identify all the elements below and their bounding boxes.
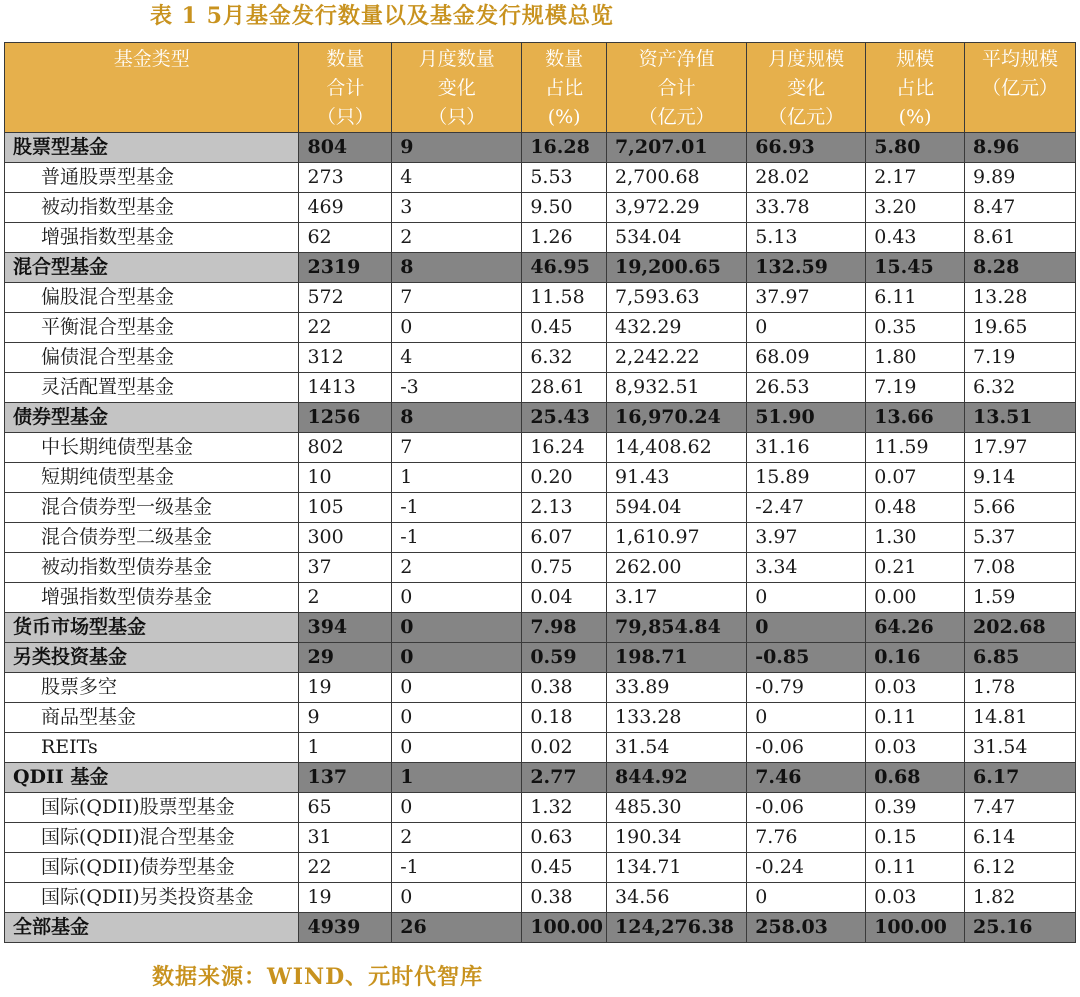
value-cell: 91.43 bbox=[607, 463, 747, 493]
column-header-line: （亿元） bbox=[768, 106, 845, 128]
category-row bbox=[5, 643, 1076, 673]
value-cell: 0 bbox=[392, 583, 522, 613]
column-header bbox=[965, 43, 1076, 133]
fund-type-cell: 国际(QDII)另类投资基金 bbox=[5, 883, 299, 913]
column-header-line: 数量 bbox=[545, 48, 584, 70]
fund-type-cell: 货币市场型基金 bbox=[5, 613, 299, 643]
fund-type-cell: 混合型基金 bbox=[5, 253, 299, 283]
value-cell: 1.32 bbox=[522, 793, 607, 823]
value-cell: 7.98 bbox=[522, 613, 607, 643]
value-cell: 19.65 bbox=[965, 313, 1076, 343]
value-cell: 3.34 bbox=[747, 553, 866, 583]
table-row bbox=[5, 553, 1076, 583]
value-cell: 100.00 bbox=[522, 913, 607, 943]
value-cell: 1.30 bbox=[866, 523, 965, 553]
value-cell: 6.12 bbox=[965, 853, 1076, 883]
value-cell: -1 bbox=[392, 523, 522, 553]
value-cell: 0 bbox=[392, 313, 522, 343]
table-row bbox=[5, 583, 1076, 613]
category-row bbox=[5, 403, 1076, 433]
value-cell: 9 bbox=[392, 133, 522, 163]
table-row bbox=[5, 163, 1076, 193]
value-cell: 0.04 bbox=[522, 583, 607, 613]
value-cell: 8 bbox=[392, 253, 522, 283]
value-cell: 6.32 bbox=[522, 343, 607, 373]
column-header-line: 占比 bbox=[896, 77, 935, 99]
table-header-row bbox=[5, 43, 1076, 133]
value-cell: 7,593.63 bbox=[607, 283, 747, 313]
value-cell: 1.82 bbox=[965, 883, 1076, 913]
value-cell: 0.38 bbox=[522, 673, 607, 703]
value-cell: 0.59 bbox=[522, 643, 607, 673]
value-cell: 4939 bbox=[299, 913, 392, 943]
table-body bbox=[5, 133, 1076, 943]
value-cell: 534.04 bbox=[607, 223, 747, 253]
value-cell: 68.09 bbox=[747, 343, 866, 373]
column-header bbox=[522, 43, 607, 133]
column-header-line: 变化 bbox=[437, 77, 476, 99]
fund-type-cell: 国际(QDII)股票型基金 bbox=[5, 793, 299, 823]
value-cell: 0.03 bbox=[866, 883, 965, 913]
value-cell: 2319 bbox=[299, 253, 392, 283]
value-cell: 46.95 bbox=[522, 253, 607, 283]
value-cell: 2.17 bbox=[866, 163, 965, 193]
value-cell: 132.59 bbox=[747, 253, 866, 283]
value-cell: 594.04 bbox=[607, 493, 747, 523]
table-title: 表 1 5月基金发行数量以及基金发行规模总览 bbox=[150, 3, 614, 29]
value-cell: 65 bbox=[299, 793, 392, 823]
value-cell: 1,610.97 bbox=[607, 523, 747, 553]
column-header-line: 月度数量 bbox=[418, 48, 495, 70]
value-cell: 1.80 bbox=[866, 343, 965, 373]
table-row bbox=[5, 823, 1076, 853]
value-cell: 5.80 bbox=[866, 133, 965, 163]
column-header-line: （亿元） bbox=[638, 106, 715, 128]
value-cell: -2.47 bbox=[747, 493, 866, 523]
value-cell: 134.71 bbox=[607, 853, 747, 883]
value-cell: 0.11 bbox=[866, 853, 965, 883]
value-cell: 0 bbox=[392, 793, 522, 823]
value-cell: 0.39 bbox=[866, 793, 965, 823]
value-cell: 0 bbox=[747, 313, 866, 343]
value-cell: 6.85 bbox=[965, 643, 1076, 673]
table-row bbox=[5, 793, 1076, 823]
value-cell: 7.76 bbox=[747, 823, 866, 853]
column-header-line: (%) bbox=[547, 106, 581, 128]
table-row bbox=[5, 883, 1076, 913]
fund-type-cell: 国际(QDII)混合型基金 bbox=[5, 823, 299, 853]
fund-type-cell: 增强指数型基金 bbox=[5, 223, 299, 253]
value-cell: 8.47 bbox=[965, 193, 1076, 223]
value-cell: 19,200.65 bbox=[607, 253, 747, 283]
value-cell: -0.79 bbox=[747, 673, 866, 703]
fund-type-cell: 被动指数型债券基金 bbox=[5, 553, 299, 583]
category-row bbox=[5, 763, 1076, 793]
value-cell: 22 bbox=[299, 313, 392, 343]
value-cell: 7 bbox=[392, 283, 522, 313]
value-cell: 0.63 bbox=[522, 823, 607, 853]
value-cell: 3.17 bbox=[607, 583, 747, 613]
table-row bbox=[5, 673, 1076, 703]
column-header-line: (%) bbox=[898, 106, 932, 128]
value-cell: 6.17 bbox=[965, 763, 1076, 793]
column-header-line: （只） bbox=[428, 106, 486, 128]
value-cell: 34.56 bbox=[607, 883, 747, 913]
value-cell: 0.20 bbox=[522, 463, 607, 493]
value-cell: 8.61 bbox=[965, 223, 1076, 253]
fund-type-cell: 偏债混合型基金 bbox=[5, 343, 299, 373]
fund-type-cell: 灵活配置型基金 bbox=[5, 373, 299, 403]
value-cell: 31.16 bbox=[747, 433, 866, 463]
column-header bbox=[5, 43, 299, 133]
value-cell: 312 bbox=[299, 343, 392, 373]
value-cell: 19 bbox=[299, 883, 392, 913]
fund-type-cell: 混合债券型二级基金 bbox=[5, 523, 299, 553]
value-cell: 0 bbox=[392, 703, 522, 733]
value-cell: 1 bbox=[392, 463, 522, 493]
column-header bbox=[299, 43, 392, 133]
column-header bbox=[607, 43, 747, 133]
value-cell: 4 bbox=[392, 343, 522, 373]
value-cell: 25.16 bbox=[965, 913, 1076, 943]
value-cell: 2 bbox=[392, 553, 522, 583]
value-cell: 11.59 bbox=[866, 433, 965, 463]
value-cell: 16.28 bbox=[522, 133, 607, 163]
value-cell: -3 bbox=[392, 373, 522, 403]
table-row bbox=[5, 703, 1076, 733]
value-cell: 432.29 bbox=[607, 313, 747, 343]
value-cell: 0.75 bbox=[522, 553, 607, 583]
fund-type-cell: 商品型基金 bbox=[5, 703, 299, 733]
column-header-line: 资产净值 bbox=[638, 48, 715, 70]
value-cell: 133.28 bbox=[607, 703, 747, 733]
column-header-line: 月度规模 bbox=[768, 48, 845, 70]
value-cell: 0.35 bbox=[866, 313, 965, 343]
value-cell: 7,207.01 bbox=[607, 133, 747, 163]
fund-type-cell: REITs bbox=[5, 733, 299, 763]
value-cell: 0.45 bbox=[522, 853, 607, 883]
value-cell: 11.58 bbox=[522, 283, 607, 313]
value-cell: 79,854.84 bbox=[607, 613, 747, 643]
value-cell: 262.00 bbox=[607, 553, 747, 583]
column-header-line: 变化 bbox=[787, 77, 826, 99]
value-cell: 394 bbox=[299, 613, 392, 643]
fund-type-cell: 短期纯债型基金 bbox=[5, 463, 299, 493]
value-cell: 33.78 bbox=[747, 193, 866, 223]
value-cell: 5.66 bbox=[965, 493, 1076, 523]
value-cell: 844.92 bbox=[607, 763, 747, 793]
value-cell: 66.93 bbox=[747, 133, 866, 163]
fund-type-cell: 混合债券型一级基金 bbox=[5, 493, 299, 523]
value-cell: 1.26 bbox=[522, 223, 607, 253]
value-cell: 0.18 bbox=[522, 703, 607, 733]
value-cell: 37 bbox=[299, 553, 392, 583]
value-cell: -1 bbox=[392, 493, 522, 523]
fund-type-cell: QDII 基金 bbox=[5, 763, 299, 793]
value-cell: 17.97 bbox=[965, 433, 1076, 463]
value-cell: 8.28 bbox=[965, 253, 1076, 283]
value-cell: -1 bbox=[392, 853, 522, 883]
fund-issuance-table bbox=[4, 42, 1076, 943]
column-header-line: 基金类型 bbox=[113, 48, 190, 70]
table-row bbox=[5, 493, 1076, 523]
value-cell: 0.02 bbox=[522, 733, 607, 763]
value-cell: 0 bbox=[392, 673, 522, 703]
value-cell: 7 bbox=[392, 433, 522, 463]
value-cell: 7.19 bbox=[965, 343, 1076, 373]
value-cell: 1256 bbox=[299, 403, 392, 433]
fund-type-cell: 债券型基金 bbox=[5, 403, 299, 433]
value-cell: 29 bbox=[299, 643, 392, 673]
value-cell: 62 bbox=[299, 223, 392, 253]
column-header-line: 平均规模 bbox=[982, 48, 1059, 70]
value-cell: 31.54 bbox=[607, 733, 747, 763]
table-row bbox=[5, 193, 1076, 223]
column-header-line: 规模 bbox=[896, 48, 935, 70]
value-cell: 0 bbox=[747, 613, 866, 643]
value-cell: 1 bbox=[392, 763, 522, 793]
value-cell: 804 bbox=[299, 133, 392, 163]
table-row bbox=[5, 343, 1076, 373]
value-cell: 2 bbox=[392, 823, 522, 853]
value-cell: 22 bbox=[299, 853, 392, 883]
value-cell: 15.89 bbox=[747, 463, 866, 493]
value-cell: 485.30 bbox=[607, 793, 747, 823]
table-row bbox=[5, 853, 1076, 883]
value-cell: 25.43 bbox=[522, 403, 607, 433]
value-cell: 9.89 bbox=[965, 163, 1076, 193]
value-cell: 7.19 bbox=[866, 373, 965, 403]
value-cell: 2 bbox=[392, 223, 522, 253]
value-cell: 0 bbox=[747, 883, 866, 913]
value-cell: 0.11 bbox=[866, 703, 965, 733]
value-cell: 31.54 bbox=[965, 733, 1076, 763]
value-cell: 137 bbox=[299, 763, 392, 793]
value-cell: -0.06 bbox=[747, 733, 866, 763]
fund-type-cell: 国际(QDII)债券型基金 bbox=[5, 853, 299, 883]
value-cell: 0 bbox=[392, 643, 522, 673]
value-cell: 6.14 bbox=[965, 823, 1076, 853]
column-header bbox=[392, 43, 522, 133]
column-header-line: （只） bbox=[316, 106, 374, 128]
value-cell: -0.06 bbox=[747, 793, 866, 823]
value-cell: 0.43 bbox=[866, 223, 965, 253]
table-row bbox=[5, 223, 1076, 253]
value-cell: 100.00 bbox=[866, 913, 965, 943]
value-cell: 0.00 bbox=[866, 583, 965, 613]
value-cell: 7.46 bbox=[747, 763, 866, 793]
value-cell: 13.51 bbox=[965, 403, 1076, 433]
value-cell: 4 bbox=[392, 163, 522, 193]
value-cell: 3,972.29 bbox=[607, 193, 747, 223]
fund-type-cell: 增强指数型债券基金 bbox=[5, 583, 299, 613]
fund-type-cell: 偏股混合型基金 bbox=[5, 283, 299, 313]
fund-type-cell: 平衡混合型基金 bbox=[5, 313, 299, 343]
value-cell: 3.97 bbox=[747, 523, 866, 553]
value-cell: 0.68 bbox=[866, 763, 965, 793]
table-row bbox=[5, 463, 1076, 493]
value-cell: 2,242.22 bbox=[607, 343, 747, 373]
value-cell: 31 bbox=[299, 823, 392, 853]
value-cell: -0.85 bbox=[747, 643, 866, 673]
value-cell: 6.11 bbox=[866, 283, 965, 313]
column-header-line: （亿元） bbox=[982, 77, 1059, 99]
value-cell: 258.03 bbox=[747, 913, 866, 943]
value-cell: -0.24 bbox=[747, 853, 866, 883]
value-cell: 2 bbox=[299, 583, 392, 613]
fund-type-cell: 股票型基金 bbox=[5, 133, 299, 163]
value-cell: 33.89 bbox=[607, 673, 747, 703]
value-cell: 7.08 bbox=[965, 553, 1076, 583]
category-row bbox=[5, 613, 1076, 643]
fund-type-cell: 全部基金 bbox=[5, 913, 299, 943]
value-cell: 37.97 bbox=[747, 283, 866, 313]
value-cell: 8 bbox=[392, 403, 522, 433]
column-header-line: 数量 bbox=[326, 48, 365, 70]
value-cell: 28.02 bbox=[747, 163, 866, 193]
column-header-line: 合计 bbox=[657, 77, 696, 99]
value-cell: 28.61 bbox=[522, 373, 607, 403]
value-cell: 16,970.24 bbox=[607, 403, 747, 433]
value-cell: 0.07 bbox=[866, 463, 965, 493]
value-cell: 0 bbox=[747, 703, 866, 733]
value-cell: 0.03 bbox=[866, 673, 965, 703]
value-cell: 198.71 bbox=[607, 643, 747, 673]
value-cell: 190.34 bbox=[607, 823, 747, 853]
value-cell: 1 bbox=[299, 733, 392, 763]
fund-type-cell: 普通股票型基金 bbox=[5, 163, 299, 193]
table-row bbox=[5, 433, 1076, 463]
value-cell: 0.15 bbox=[866, 823, 965, 853]
value-cell: 10 bbox=[299, 463, 392, 493]
table-row bbox=[5, 523, 1076, 553]
value-cell: 124,276.38 bbox=[607, 913, 747, 943]
value-cell: 9.50 bbox=[522, 193, 607, 223]
value-cell: 0.45 bbox=[522, 313, 607, 343]
table-row bbox=[5, 283, 1076, 313]
value-cell: 14,408.62 bbox=[607, 433, 747, 463]
value-cell: 19 bbox=[299, 673, 392, 703]
value-cell: 64.26 bbox=[866, 613, 965, 643]
value-cell: 3 bbox=[392, 193, 522, 223]
value-cell: 5.37 bbox=[965, 523, 1076, 553]
total-row bbox=[5, 913, 1076, 943]
fund-type-cell: 另类投资基金 bbox=[5, 643, 299, 673]
value-cell: 3.20 bbox=[866, 193, 965, 223]
value-cell: 273 bbox=[299, 163, 392, 193]
table-row bbox=[5, 313, 1076, 343]
value-cell: 0.48 bbox=[866, 493, 965, 523]
value-cell: 0.16 bbox=[866, 643, 965, 673]
value-cell: 0 bbox=[392, 613, 522, 643]
fund-type-cell: 中长期纯债型基金 bbox=[5, 433, 299, 463]
value-cell: 0 bbox=[392, 733, 522, 763]
column-header-line: 占比 bbox=[545, 77, 584, 99]
value-cell: 9 bbox=[299, 703, 392, 733]
category-row bbox=[5, 253, 1076, 283]
table-row bbox=[5, 733, 1076, 763]
value-cell: 105 bbox=[299, 493, 392, 523]
value-cell: 5.13 bbox=[747, 223, 866, 253]
value-cell: 2.77 bbox=[522, 763, 607, 793]
value-cell: 13.66 bbox=[866, 403, 965, 433]
value-cell: 0.03 bbox=[866, 733, 965, 763]
fund-type-cell: 股票多空 bbox=[5, 673, 299, 703]
table-row bbox=[5, 373, 1076, 403]
value-cell: 5.53 bbox=[522, 163, 607, 193]
value-cell: 802 bbox=[299, 433, 392, 463]
value-cell: 6.07 bbox=[522, 523, 607, 553]
value-cell: 2.13 bbox=[522, 493, 607, 523]
value-cell: 300 bbox=[299, 523, 392, 553]
value-cell: 0.38 bbox=[522, 883, 607, 913]
value-cell: 1.59 bbox=[965, 583, 1076, 613]
column-header bbox=[866, 43, 965, 133]
value-cell: 0 bbox=[747, 583, 866, 613]
value-cell: 9.14 bbox=[965, 463, 1076, 493]
data-source-note: 数据来源：WIND、元时代智库 bbox=[152, 964, 484, 990]
value-cell: 202.68 bbox=[965, 613, 1076, 643]
value-cell: 13.28 bbox=[965, 283, 1076, 313]
value-cell: 8.96 bbox=[965, 133, 1076, 163]
value-cell: 6.32 bbox=[965, 373, 1076, 403]
value-cell: 0 bbox=[392, 883, 522, 913]
value-cell: 1413 bbox=[299, 373, 392, 403]
value-cell: 51.90 bbox=[747, 403, 866, 433]
value-cell: 26 bbox=[392, 913, 522, 943]
value-cell: 14.81 bbox=[965, 703, 1076, 733]
value-cell: 26.53 bbox=[747, 373, 866, 403]
value-cell: 8,932.51 bbox=[607, 373, 747, 403]
value-cell: 469 bbox=[299, 193, 392, 223]
column-header bbox=[747, 43, 866, 133]
value-cell: 572 bbox=[299, 283, 392, 313]
value-cell: 2,700.68 bbox=[607, 163, 747, 193]
category-row bbox=[5, 133, 1076, 163]
column-header-line: 合计 bbox=[326, 77, 365, 99]
value-cell: 16.24 bbox=[522, 433, 607, 463]
value-cell: 1.78 bbox=[965, 673, 1076, 703]
value-cell: 0.21 bbox=[866, 553, 965, 583]
value-cell: 15.45 bbox=[866, 253, 965, 283]
fund-type-cell: 被动指数型基金 bbox=[5, 193, 299, 223]
value-cell: 7.47 bbox=[965, 793, 1076, 823]
